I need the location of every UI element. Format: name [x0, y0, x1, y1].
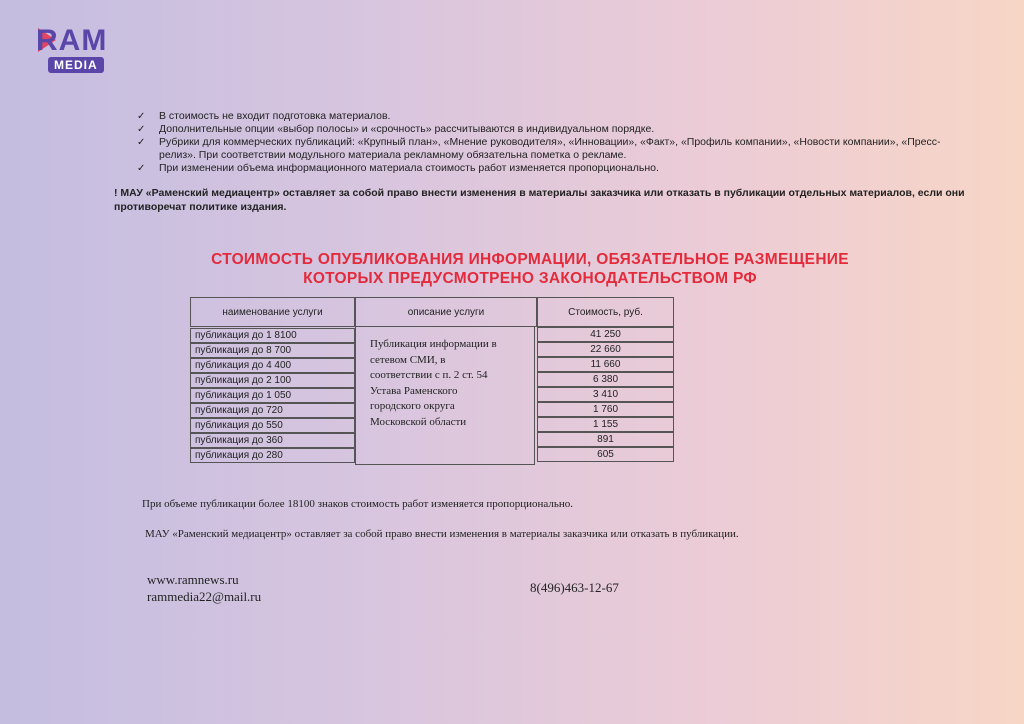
conditions-list [137, 110, 967, 175]
table-row-service: публикация до 8 700 [190, 343, 355, 358]
logo-text-ram: RAM [36, 24, 108, 57]
header-price: Стоимость, руб. [537, 297, 674, 327]
table-row-price: 22 660 [537, 342, 674, 357]
email-link[interactable]: rammedia22@mail.ru [147, 589, 262, 604]
table-row-service: публикация до 720 [190, 403, 355, 418]
rights-note: МАУ «Раменский медиацентр» оставляет за собой право внести изменения в материалы заказчика или отказать в публикации. [145, 528, 739, 540]
table-row-price: 3 410 [537, 387, 674, 402]
checkmark-icon: ✓ [137, 137, 146, 148]
table-row-service: публикация до 2 100 [190, 373, 355, 388]
title-line-2: КОТОРЫХ ПРЕДУСМОТРЕНО ЗАКОНОДАТЕЛЬСТВОМ РФ [303, 270, 757, 287]
table-row-service: публикация до 4 400 [190, 358, 355, 373]
table-row-price: 891 [537, 432, 674, 447]
table-row-service: публикация до 1 050 [190, 388, 355, 403]
header-service: наименование услуги [190, 297, 355, 327]
list-item: ✓ Рубрики для коммерческих публикаций: «Крупный план», «Мнение руководителя», «Инновации», «Факт», «Профиль компании», «Новости компании», «Пресс-релиз». При соответствии модульного материала рекламному обязательна пометка о рекламе. [137, 136, 941, 161]
table-row-price: 605 [537, 447, 674, 462]
checkmark-icon: ✓ [137, 124, 146, 135]
table-row-service: публикация до 360 [190, 433, 355, 448]
table-row-price: 6 380 [537, 372, 674, 387]
list-item: ✓ Дополнительные опции «выбор полосы» и «срочность» рассчитываются в индивидуальном порядке. [137, 123, 655, 135]
checkmark-icon: ✓ [137, 111, 146, 122]
header-description: описание услуги [355, 297, 537, 327]
table-row-price: 1 155 [537, 417, 674, 432]
checkmark-icon: ✓ [137, 163, 146, 174]
table-row-service: публикация до 550 [190, 418, 355, 433]
rights-notice: ! МАУ «Раменский медиацентр» оставляет за собой право внести изменения в материалы заказчика или отказать в публикации отдельных материалов, если они противоречат политике издания. [114, 187, 965, 213]
service-description: Публикация информации в сетевом СМИ, в соответствии с п. 2 ст. 54 Устава Раменского городского округа Московской области [370, 338, 497, 428]
title-line-1: СТОИМОСТЬ ОПУБЛИКОВАНИЯ ИНФОРМАЦИИ, ОБЯЗАТЕЛЬНОЕ РАЗМЕЩЕНИЕ [211, 251, 849, 268]
volume-note: При объеме публикации более 18100 знаков стоимость работ изменяется пропорционально. [142, 498, 573, 510]
list-item: ✓ При изменении объема информационного материала стоимость работ изменяется пропорционально. [137, 162, 659, 174]
ram-media-logo [36, 24, 116, 76]
table-row-price: 41 250 [537, 327, 674, 342]
list-item: ✓ В стоимость не входит подготовка материалов. [137, 110, 391, 122]
phone-number: 8(496)463-12-67 [530, 580, 619, 595]
contacts-web [147, 571, 261, 605]
page-title [150, 250, 910, 288]
table-row-price: 11 660 [537, 357, 674, 372]
website-link[interactable]: www.ramnews.ru [147, 572, 239, 587]
table-row-price: 1 760 [537, 402, 674, 417]
table-row-service: публикация до 1 8100 [190, 328, 355, 343]
logo-text-media: MEDIA [48, 57, 104, 73]
table-row-service: публикация до 280 [190, 448, 355, 463]
